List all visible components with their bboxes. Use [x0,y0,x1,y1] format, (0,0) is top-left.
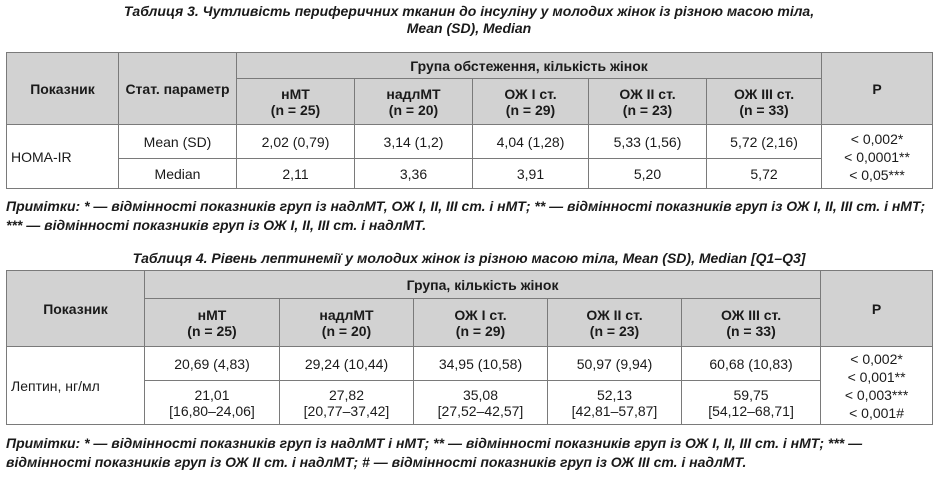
t3-group-header: надлМТ (n = 20) [355,79,473,125]
table3-caption-line1: Таблиця 3. Чутливість периферичних тканин до інсуліну у молодих жінок із різною масою тіла, [123,3,815,19]
table3-note: Примітки: * — відмінності показників груп із надлМТ, ОЖ І, ІІ, ІІІ ст. і нМТ; ** — відмінності показників груп із ОЖ І, ІІ, ІІІ ст. і нМТ; *** — відмінності показників груп із ОЖ І, ІІ, ІІІ ст. і надлМТ. [6,198,926,233]
t3-value-cell: 2,11 [237,159,355,189]
t4-median-cell: 27,82 [20,77–37,42] [280,381,414,425]
t3-value-cell: 3,14 (1,2) [355,125,473,159]
t4-median-cell: 52,13 [42,81–57,87] [548,381,682,425]
t4-header-group: Група, кількість жінок [145,271,821,299]
t3-value-cell: 5,72 (2,16) [707,125,822,159]
t4-mean-cell: 29,24 (10,44) [280,347,414,381]
t3-value-cell: 3,36 [355,159,473,189]
table4-note: Примітки: * — відмінності показників груп із надлМТ і нМТ; ** — відмінності показників груп із ОЖ І, ІІ, ІІІ ст. і нМТ; *** — відмінності показників груп із ОЖ ІІ ст. і надлМТ; # — відмінності показників груп із ОЖ ІІІ ст. і надлМТ. [6,435,863,470]
t3-param-cell: Mean (SD) [119,125,237,159]
t4-mean-cell: 60,68 (10,83) [682,347,821,381]
t4-group-header: нМТ (n = 25) [145,299,280,347]
t3-header-indicator: Показник [7,53,119,125]
t4-group-header: ОЖ ІІІ ст. (n = 33) [682,299,821,347]
table-row [7,381,933,425]
t3-p-cell: < 0,002* < 0,0001** < 0,05*** [822,125,933,189]
table-row [7,125,933,159]
t3-header-stat: Стат. параметр [119,53,237,125]
t4-p-cell: < 0,002* < 0,001** < 0,003*** < 0,001# [821,347,933,425]
t3-group-header: ОЖ ІІ ст. (n = 23) [589,79,707,125]
t4-header-p: P [821,271,933,347]
t3-value-cell: 5,33 (1,56) [589,125,707,159]
table-row [7,347,933,381]
t3-header-p: P [822,53,933,125]
t4-mean-cell: 50,97 (9,94) [548,347,682,381]
t3-group-header: ОЖ ІІІ ст. (n = 33) [707,79,822,125]
t4-mean-cell: 20,69 (4,83) [145,347,280,381]
table3-caption-line2: Mean (SD), Median [406,20,532,36]
t4-indicator: Лептин, нг/мл [7,347,145,425]
t4-median-cell: 21,01 [16,80–24,06] [145,381,280,425]
table4 [6,270,933,425]
t3-group-header: ОЖ І ст. (n = 29) [473,79,589,125]
t3-header-group: Група обстеження, кількість жінок [237,53,822,79]
t3-value-cell: 2,02 (0,79) [237,125,355,159]
t3-value-cell: 4,04 (1,28) [473,125,589,159]
t3-group-header: нМТ (n = 25) [237,79,355,125]
t4-group-header: ОЖ І ст. (n = 29) [414,299,548,347]
table-row [7,159,933,189]
table3-caption [6,3,932,37]
t3-value-cell: 3,91 [473,159,589,189]
table3 [6,52,933,189]
t3-param-cell: Median [119,159,237,189]
t4-group-header: надлМТ (n = 20) [280,299,414,347]
t3-indicator: HOMA-IR [7,125,119,189]
t4-median-cell: 59,75 [54,12–68,71] [682,381,821,425]
t4-median-cell: 35,08 [27,52–42,57] [414,381,548,425]
t4-mean-cell: 34,95 (10,58) [414,347,548,381]
t3-value-cell: 5,20 [589,159,707,189]
t4-group-header: ОЖ ІІ ст. (n = 23) [548,299,682,347]
table4-caption: Таблиця 4. Рівень лептинемії у молодих жінок із різною масою тіла, Mean (SD), Median [Q1–Q3] [132,250,806,266]
t3-value-cell: 5,72 [707,159,822,189]
t4-header-indicator: Показник [7,271,145,347]
